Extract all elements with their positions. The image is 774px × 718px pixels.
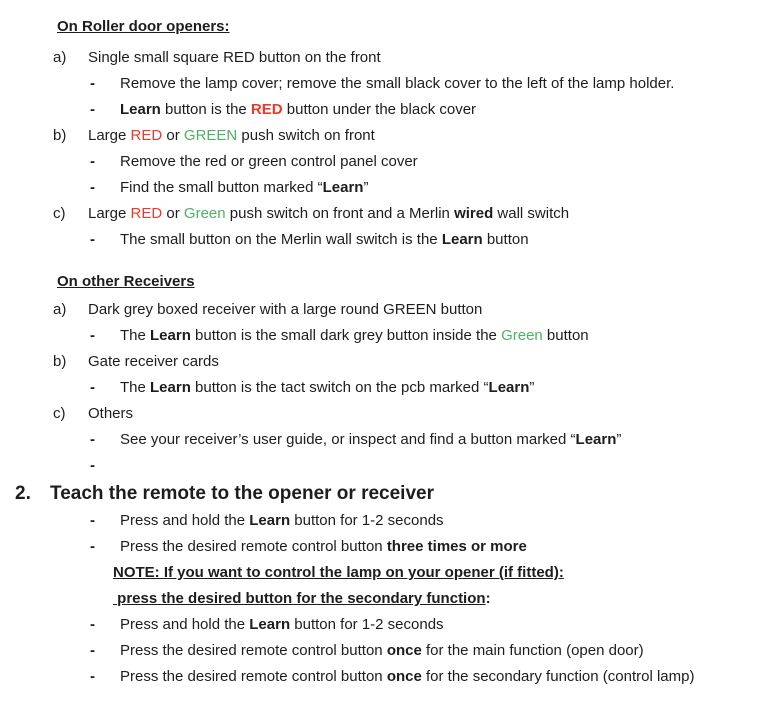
bullet-dash: - bbox=[90, 101, 95, 118]
sub-bullet bbox=[90, 638, 774, 664]
text-run: NOTE: If you want to control the lamp on your opener (if fitted): bbox=[113, 564, 564, 581]
list-item bbox=[53, 401, 774, 427]
line-text bbox=[120, 323, 589, 349]
line-text bbox=[120, 175, 368, 201]
text-run: Learn bbox=[249, 616, 291, 633]
text-run: button under the black cover bbox=[282, 101, 477, 118]
text-run: The bbox=[120, 379, 151, 396]
text-run: The small button on the Merlin wall switch is the bbox=[120, 231, 442, 248]
text-run: Dark grey boxed receiver with a large round GREEN button bbox=[88, 301, 483, 318]
text-run: Learn bbox=[488, 379, 530, 396]
text-run: Green bbox=[501, 327, 543, 344]
text-run: Learn bbox=[575, 431, 617, 448]
text-run: Learn bbox=[322, 179, 364, 196]
line-text bbox=[57, 273, 195, 290]
item-letter-label: c) bbox=[53, 205, 66, 222]
line-text bbox=[120, 149, 418, 175]
line-text bbox=[88, 45, 381, 71]
sub-bullet bbox=[90, 175, 774, 201]
bullet-dash: - bbox=[90, 431, 95, 448]
numbered-heading bbox=[15, 479, 774, 508]
list-item bbox=[53, 123, 774, 149]
section-heading bbox=[57, 14, 774, 40]
text-run: button bbox=[482, 231, 529, 248]
sub-bullet bbox=[90, 612, 774, 638]
sub-bullet bbox=[90, 227, 774, 253]
item-letter-label: b) bbox=[53, 127, 67, 144]
bullet-dash: - bbox=[90, 179, 95, 196]
text-run: or bbox=[162, 127, 184, 144]
sub-bullet bbox=[90, 427, 774, 453]
text-run: Press and hold the bbox=[120, 512, 250, 529]
sub-bullet bbox=[90, 508, 774, 534]
sub-bullet bbox=[90, 664, 774, 690]
line-text bbox=[120, 664, 694, 690]
text-run: button bbox=[542, 327, 589, 344]
line-text bbox=[120, 427, 621, 453]
sub-bullet bbox=[90, 534, 774, 560]
text-run: ” bbox=[363, 179, 369, 196]
bullet-dash: - bbox=[90, 457, 95, 474]
text-run: ” bbox=[616, 431, 622, 448]
section-heading bbox=[57, 269, 774, 295]
line-text bbox=[113, 564, 564, 581]
text-run: button for 1-2 seconds bbox=[290, 616, 444, 633]
bullet-dash: - bbox=[90, 327, 95, 344]
bullet-dash: - bbox=[90, 153, 95, 170]
text-run: Large bbox=[88, 127, 131, 144]
line-text bbox=[120, 227, 529, 253]
line-text bbox=[120, 534, 527, 560]
text-run: Gate receiver cards bbox=[88, 353, 219, 370]
sub-bullet bbox=[90, 149, 774, 175]
bullet-dash: - bbox=[90, 75, 95, 92]
text-run: once bbox=[386, 642, 422, 659]
bullet-dash: - bbox=[90, 379, 95, 396]
text-run: Large bbox=[88, 205, 131, 222]
text-run: Press the desired remote control button bbox=[120, 642, 387, 659]
bullet-dash: - bbox=[90, 668, 95, 685]
text-run: Green bbox=[183, 205, 226, 222]
bullet-dash: - bbox=[90, 642, 95, 659]
item-letter-label: a) bbox=[53, 49, 67, 66]
text-run: RED bbox=[130, 127, 163, 144]
text-run: On Roller door openers: bbox=[57, 18, 230, 35]
list-item bbox=[53, 45, 774, 71]
text-run: three times or more bbox=[386, 538, 527, 555]
text-run: ” bbox=[529, 379, 535, 396]
sub-bullet bbox=[90, 71, 774, 97]
line-text bbox=[120, 638, 644, 664]
text-run: : bbox=[485, 590, 491, 607]
text-run: RED bbox=[130, 205, 163, 222]
line-text bbox=[113, 590, 491, 607]
text-run: button is the tact switch on the pcb marked “ bbox=[190, 379, 489, 396]
line-text bbox=[88, 123, 375, 149]
bullet-dash: - bbox=[90, 231, 95, 248]
text-run: for the secondary function (control lamp) bbox=[421, 668, 695, 685]
text-run: wired bbox=[454, 205, 494, 222]
text-run: Remove the red or green control panel cover bbox=[120, 153, 418, 170]
line-text bbox=[88, 401, 133, 427]
text-run: Others bbox=[88, 405, 134, 422]
text-run: Teach the remote to the opener or receiver bbox=[50, 483, 434, 504]
note-line bbox=[113, 560, 774, 586]
item-letter-label: c) bbox=[53, 405, 66, 422]
bullet-dash: - bbox=[90, 538, 95, 555]
text-run: Press the desired remote control button bbox=[120, 538, 387, 555]
line-text bbox=[88, 297, 482, 323]
text-run: Find the small button marked “ bbox=[120, 179, 323, 196]
item-letter-label: b) bbox=[53, 353, 67, 370]
item-letter-label: a) bbox=[53, 301, 67, 318]
text-run: Single small square RED button on the front bbox=[88, 49, 381, 66]
line-text bbox=[120, 97, 476, 123]
text-run: button is the bbox=[160, 101, 251, 118]
number-label: 2. bbox=[15, 483, 31, 504]
text-run: push switch on front bbox=[237, 127, 375, 144]
text-run: Learn bbox=[150, 327, 191, 344]
text-run: Learn bbox=[150, 379, 191, 396]
text-run: RED bbox=[250, 101, 283, 118]
list-item bbox=[53, 349, 774, 375]
sub-bullet bbox=[90, 375, 774, 401]
text-run: See your receiver’s user guide, or inspect and find a button marked “ bbox=[120, 431, 576, 448]
sub-bullet bbox=[90, 97, 774, 123]
text-run: button for 1-2 seconds bbox=[290, 512, 444, 529]
line-text bbox=[57, 18, 230, 35]
text-run: for the main function (open door) bbox=[421, 642, 644, 659]
bullet-dash: - bbox=[90, 616, 95, 633]
line-text bbox=[88, 201, 569, 227]
text-run: press the desired button for the secondary function bbox=[113, 590, 486, 607]
line-text bbox=[120, 375, 534, 401]
text-run: Learn bbox=[120, 101, 161, 118]
list-item bbox=[53, 297, 774, 323]
text-run: On other Receivers bbox=[57, 273, 195, 290]
text-run: button is the small dark grey button inside the bbox=[190, 327, 502, 344]
note-line bbox=[113, 586, 774, 612]
text-run: push switch on front and a Merlin bbox=[225, 205, 455, 222]
line-text bbox=[120, 508, 444, 534]
text-run: Press and hold the bbox=[120, 616, 250, 633]
text-run: GREEN bbox=[183, 127, 238, 144]
line-text bbox=[50, 479, 434, 508]
bullet-dash: - bbox=[90, 512, 95, 529]
line-text bbox=[88, 349, 219, 375]
list-item bbox=[53, 201, 774, 227]
text-run: or bbox=[162, 205, 184, 222]
text-run: once bbox=[386, 668, 422, 685]
line-text bbox=[120, 71, 674, 97]
text-run: Press the desired remote control button bbox=[120, 668, 387, 685]
text-run: Remove the lamp cover; remove the small black cover to the left of the lamp holder. bbox=[120, 75, 675, 92]
text-run: Learn bbox=[249, 512, 291, 529]
text-run: Learn bbox=[441, 231, 483, 248]
text-run: wall switch bbox=[493, 205, 570, 222]
line-text bbox=[120, 612, 444, 638]
sub-bullet bbox=[90, 453, 774, 479]
text-run: The bbox=[120, 327, 151, 344]
sub-bullet bbox=[90, 323, 774, 349]
